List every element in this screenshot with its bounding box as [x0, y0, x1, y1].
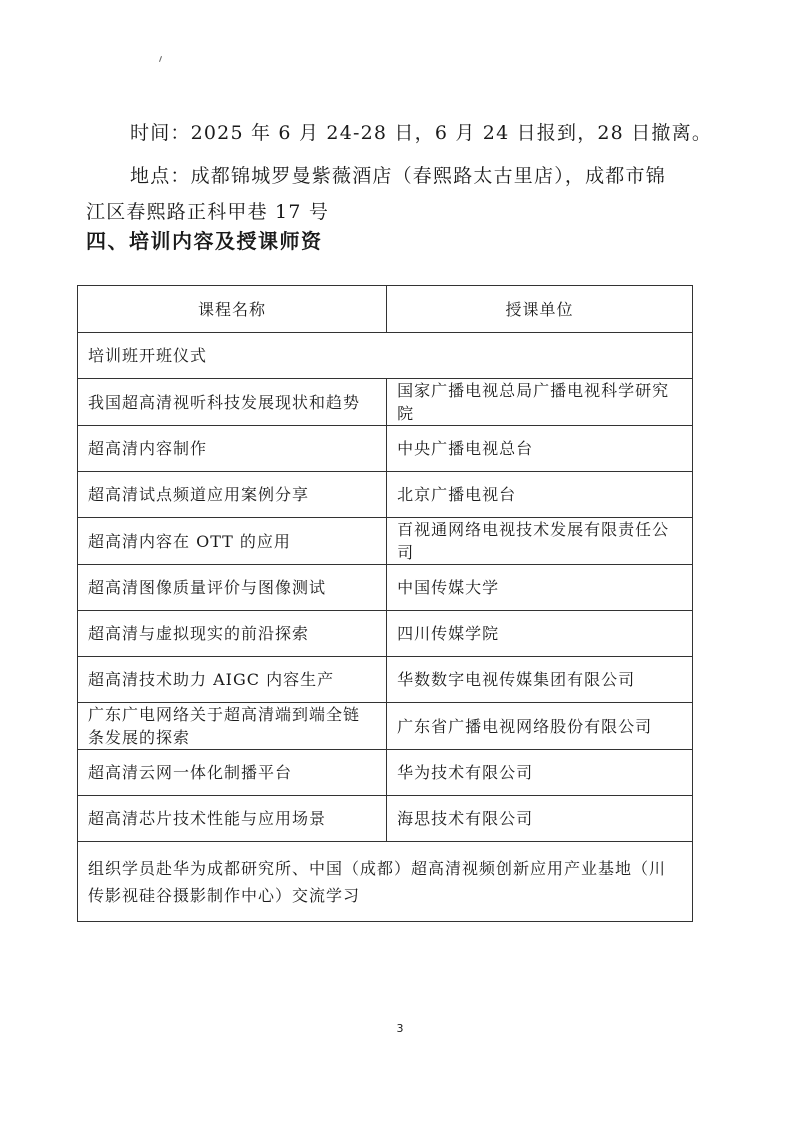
course-cell: 超高清图像质量评价与图像测试 — [78, 565, 387, 611]
opening-ceremony-cell: 培训班开班仪式 — [78, 333, 693, 379]
scan-mark — [159, 56, 162, 62]
unit-cell: 中国传媒大学 — [387, 565, 693, 611]
course-table — [77, 285, 693, 922]
course-cell: 超高清技术助力 AIGC 内容生产 — [78, 657, 387, 703]
course-cell: 超高清内容在 OTT 的应用 — [78, 518, 387, 565]
unit-cell: 百视通网络电视技术发展有限责任公司 — [387, 518, 693, 565]
table-row — [78, 518, 693, 565]
course-cell: 超高清云网一体化制播平台 — [78, 750, 387, 796]
course-cell: 超高清与虚拟现实的前沿探索 — [78, 611, 387, 657]
course-cell: 超高清内容制作 — [78, 426, 387, 472]
course-cell: 广东广电网络关于超高清端到端全链条发展的探索 — [78, 703, 387, 750]
table-row — [78, 611, 693, 657]
unit-cell: 华为技术有限公司 — [387, 750, 693, 796]
schedule-time: 时间：2025 年 6 月 24-28 日，6 月 24 日报到，28 日撤离。 — [130, 122, 713, 144]
course-cell: 超高清试点频道应用案例分享 — [78, 472, 387, 518]
course-cell: 超高清芯片技术性能与应用场景 — [78, 796, 387, 842]
unit-cell: 四川传媒学院 — [387, 611, 693, 657]
unit-cell: 北京广播电视台 — [387, 472, 693, 518]
schedule-location-line2: 江区春熙路正科甲巷 17 号 — [86, 201, 330, 223]
schedule-location-line1: 地点：成都锦城罗曼紫薇酒店（春熙路太古里店），成都市锦 — [130, 165, 666, 187]
table-row — [78, 379, 693, 426]
study-visit-cell: 组织学员赴华为成都研究所、中国（成都）超高清视频创新应用产业基地（川传影视硅谷摄影制作中心）交流学习 — [78, 842, 693, 922]
header-teaching-unit: 授课单位 — [387, 286, 693, 333]
header-course-name: 课程名称 — [78, 286, 387, 333]
unit-cell: 广东省广播电视网络股份有限公司 — [387, 703, 693, 750]
unit-cell: 中央广播电视总台 — [387, 426, 693, 472]
unit-cell: 国家广播电视总局广播电视科学研究院 — [387, 379, 693, 426]
table-row — [78, 703, 693, 750]
table-row-closing — [78, 842, 693, 922]
page-number: 3 — [396, 1022, 404, 1035]
table-row — [78, 750, 693, 796]
unit-cell: 华数数字电视传媒集团有限公司 — [387, 657, 693, 703]
table-header-row — [78, 286, 693, 333]
table-row — [78, 657, 693, 703]
course-cell: 我国超高清视听科技发展现状和趋势 — [78, 379, 387, 426]
unit-cell: 海思技术有限公司 — [387, 796, 693, 842]
table-row-opening — [78, 333, 693, 379]
section-heading: 四、培训内容及授课师资 — [86, 229, 323, 253]
table-row — [78, 796, 693, 842]
table-row — [78, 426, 693, 472]
table-row — [78, 472, 693, 518]
table-row — [78, 565, 693, 611]
